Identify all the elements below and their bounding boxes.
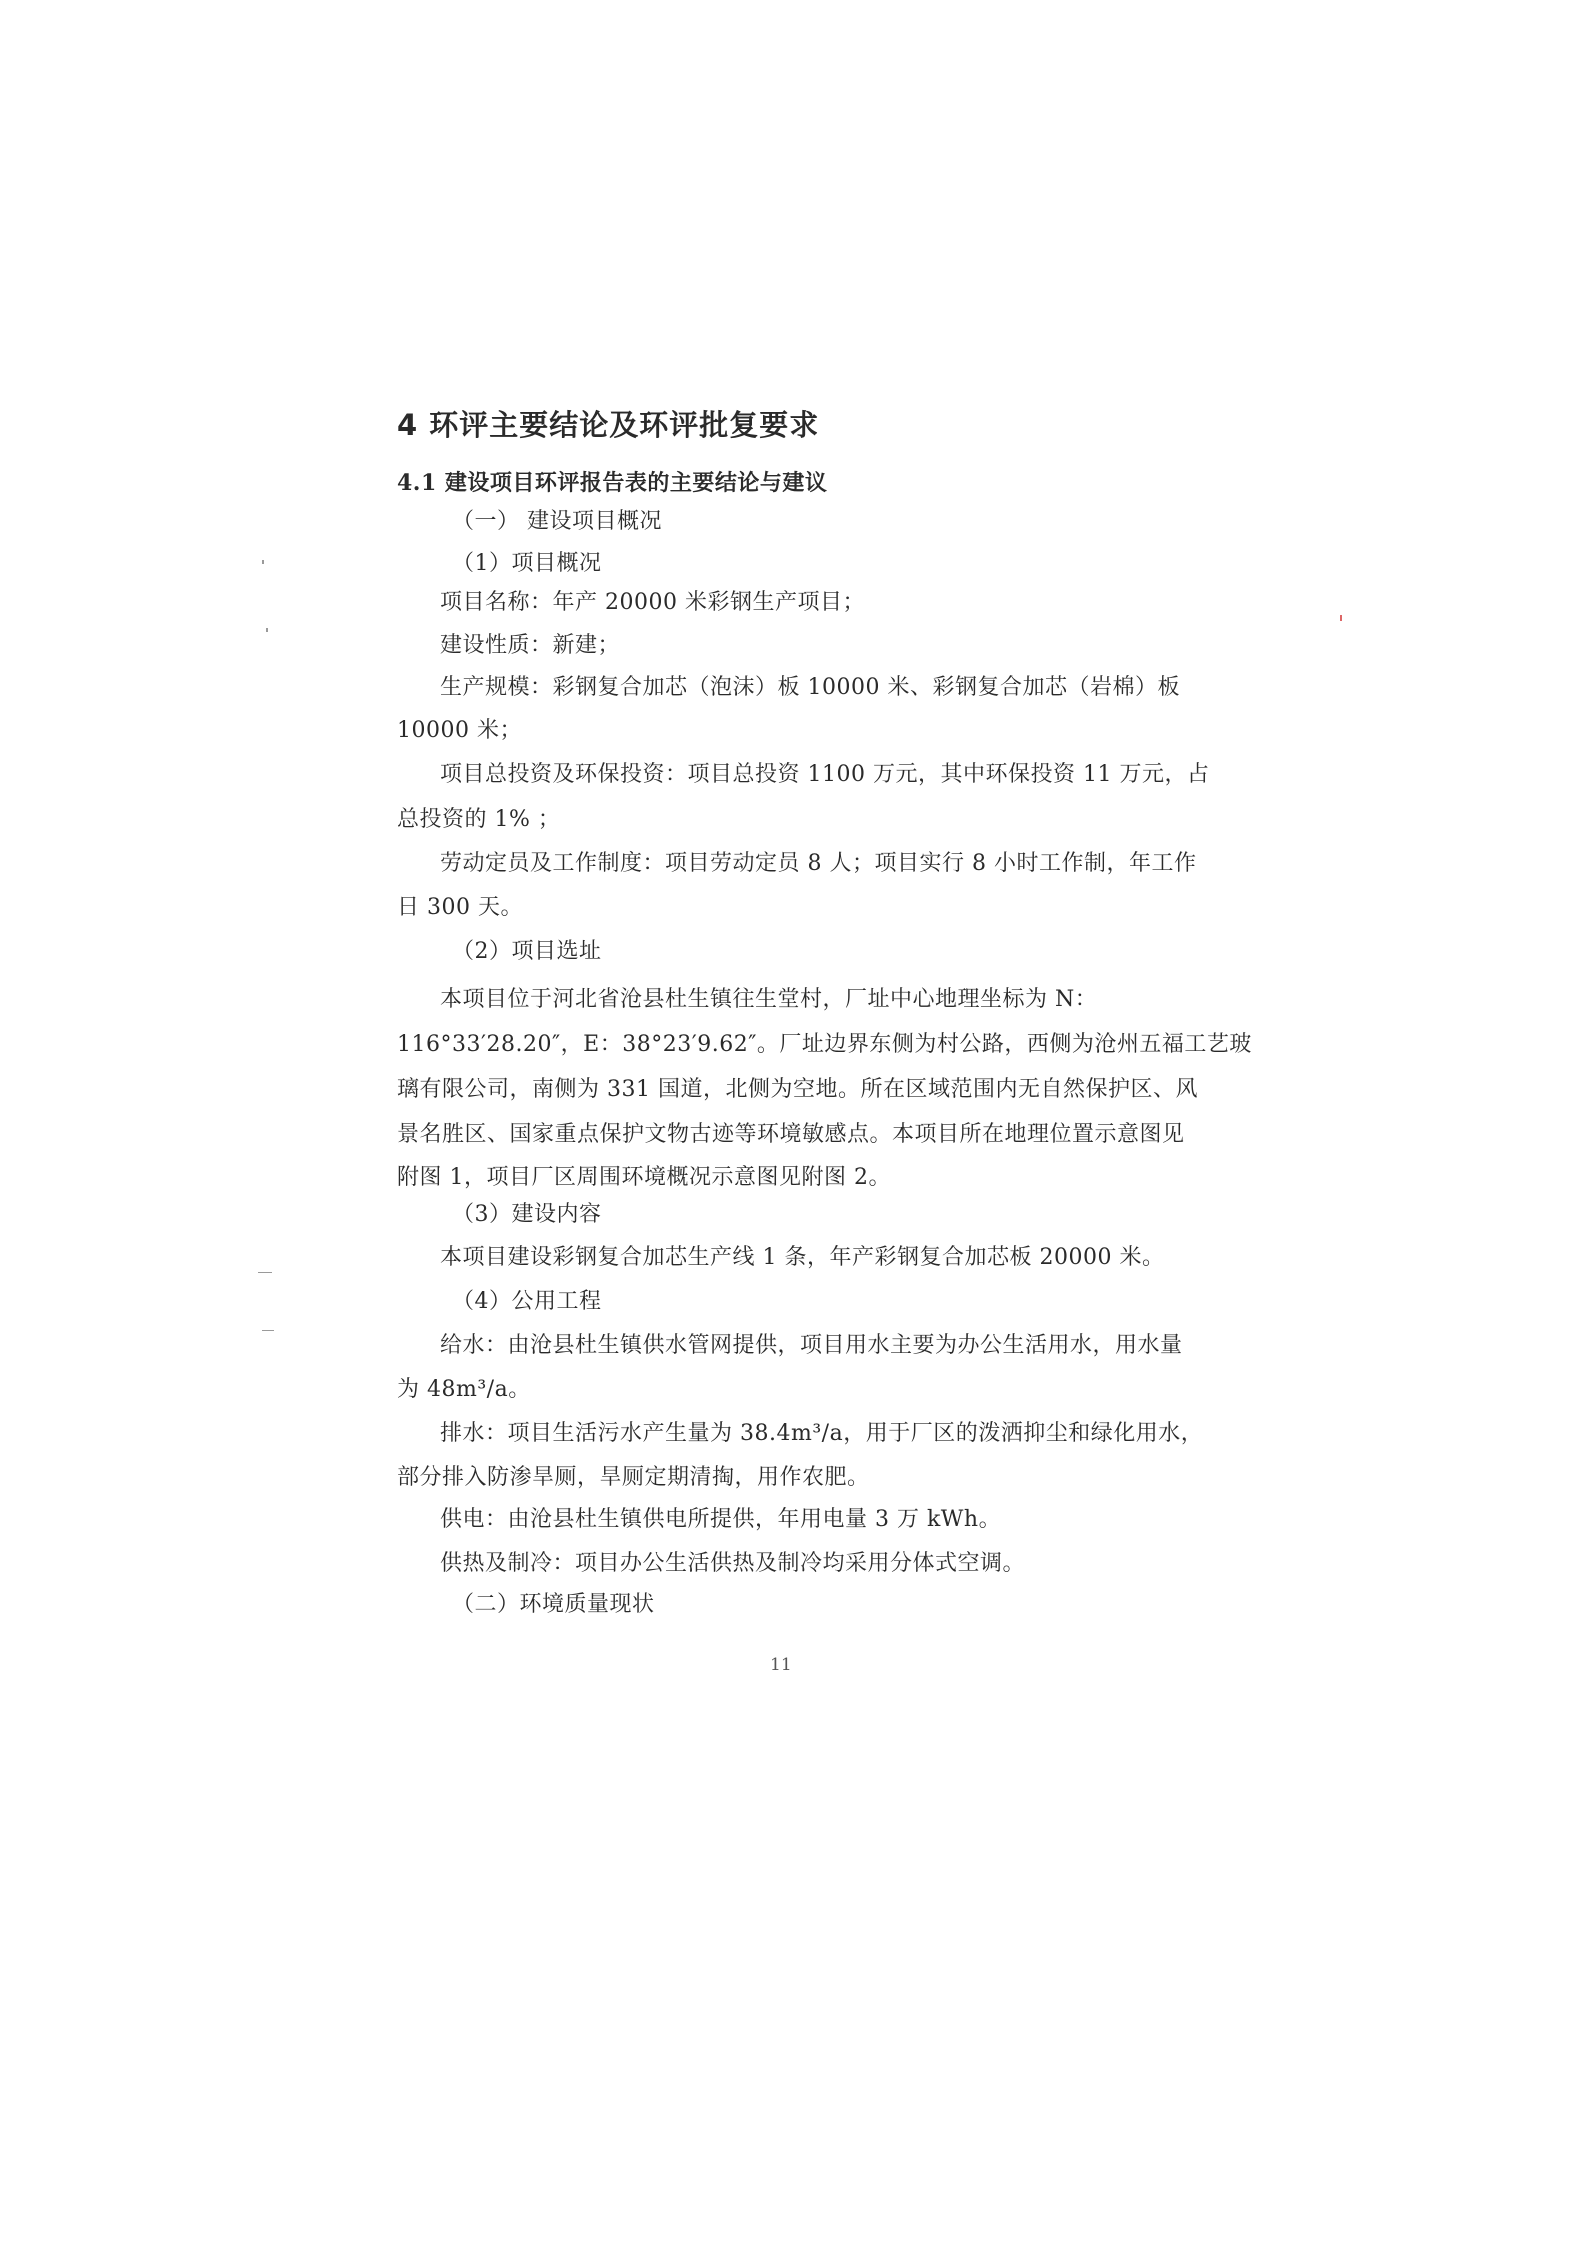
text-line: 给水：由沧县杜生镇供水管网提供，项目用水主要为办公生活用水，用水量 xyxy=(440,1333,1183,1358)
text-line: 生产规模：彩钢复合加芯（泡沫）板 10000 米、彩钢复合加芯（岩棉）板 xyxy=(440,675,1180,700)
text-line: 部分排入防渗旱厕，旱厕定期清掏，用作农肥。 xyxy=(397,1465,870,1490)
section-title: 4.1 建设项目环评报告表的主要结论与建议 xyxy=(397,470,828,496)
item-heading-project-overview: （1）项目概况 xyxy=(452,551,602,576)
text-line: 日 300 天。 xyxy=(397,895,523,920)
text-line: 116°33′28.20″，E：38°23′9.62″。厂址边界东侧为村公路，西侧为沧州五福工艺玻 xyxy=(397,1032,1252,1057)
subsection-heading-1: （一） 建设项目概况 xyxy=(452,509,662,534)
page-number: 11 xyxy=(770,1655,792,1675)
text-line: 景名胜区、国家重点保护文物古迹等环境敏感点。本项目所在地理位置示意图见 xyxy=(397,1122,1185,1147)
text-line: 劳动定员及工作制度：项目劳动定员 8 人；项目实行 8 小时工作制，年工作 xyxy=(440,851,1197,876)
scan-speck xyxy=(266,628,268,632)
subsection-heading-2: （二）环境质量现状 xyxy=(452,1592,655,1617)
text-line: 本项目位于河北省沧县杜生镇往生堂村，厂址中心地理坐标为 N： xyxy=(440,987,1098,1012)
scan-speck xyxy=(262,560,264,564)
text-line: 为 48m³/a。 xyxy=(397,1377,531,1402)
text-line: 总投资的 1% ； xyxy=(397,807,561,832)
text-line: 供热及制冷：项目办公生活供热及制冷均采用分体式空调。 xyxy=(440,1551,1026,1576)
scan-speck xyxy=(258,1272,272,1273)
item-heading-construction-content: （3）建设内容 xyxy=(452,1202,602,1227)
text-line: 供电：由沧县杜生镇供电所提供，年用电量 3 万 kWh。 xyxy=(440,1507,1002,1532)
item-heading-site-selection: （2）项目选址 xyxy=(452,939,602,964)
text-line: 10000 米； xyxy=(397,718,522,743)
text-line: 本项目建设彩钢复合加芯生产线 1 条，年产彩钢复合加芯板 20000 米。 xyxy=(440,1245,1165,1270)
item-heading-utilities: （4）公用工程 xyxy=(452,1289,602,1314)
text-line: 排水：项目生活污水产生量为 38.4m³/a，用于厂区的泼洒抑尘和绿化用水， xyxy=(440,1421,1204,1446)
text-line: 建设性质：新建； xyxy=(440,633,621,658)
text-line: 项目总投资及环保投资：项目总投资 1100 万元，其中环保投资 11 万元，占 xyxy=(440,762,1210,787)
text-line: 璃有限公司，南侧为 331 国道，北侧为空地。所在区域范围内无自然保护区、风 xyxy=(397,1077,1198,1102)
text-line: 附图 1，项目厂区周围环境概况示意图见附图 2。 xyxy=(397,1165,891,1190)
scan-speck xyxy=(1340,615,1342,621)
text-line: 项目名称：年产 20000 米彩钢生产项目； xyxy=(440,590,865,615)
chapter-title: 4 环评主要结论及环评批复要求 xyxy=(397,408,820,442)
scan-speck xyxy=(262,1330,274,1331)
